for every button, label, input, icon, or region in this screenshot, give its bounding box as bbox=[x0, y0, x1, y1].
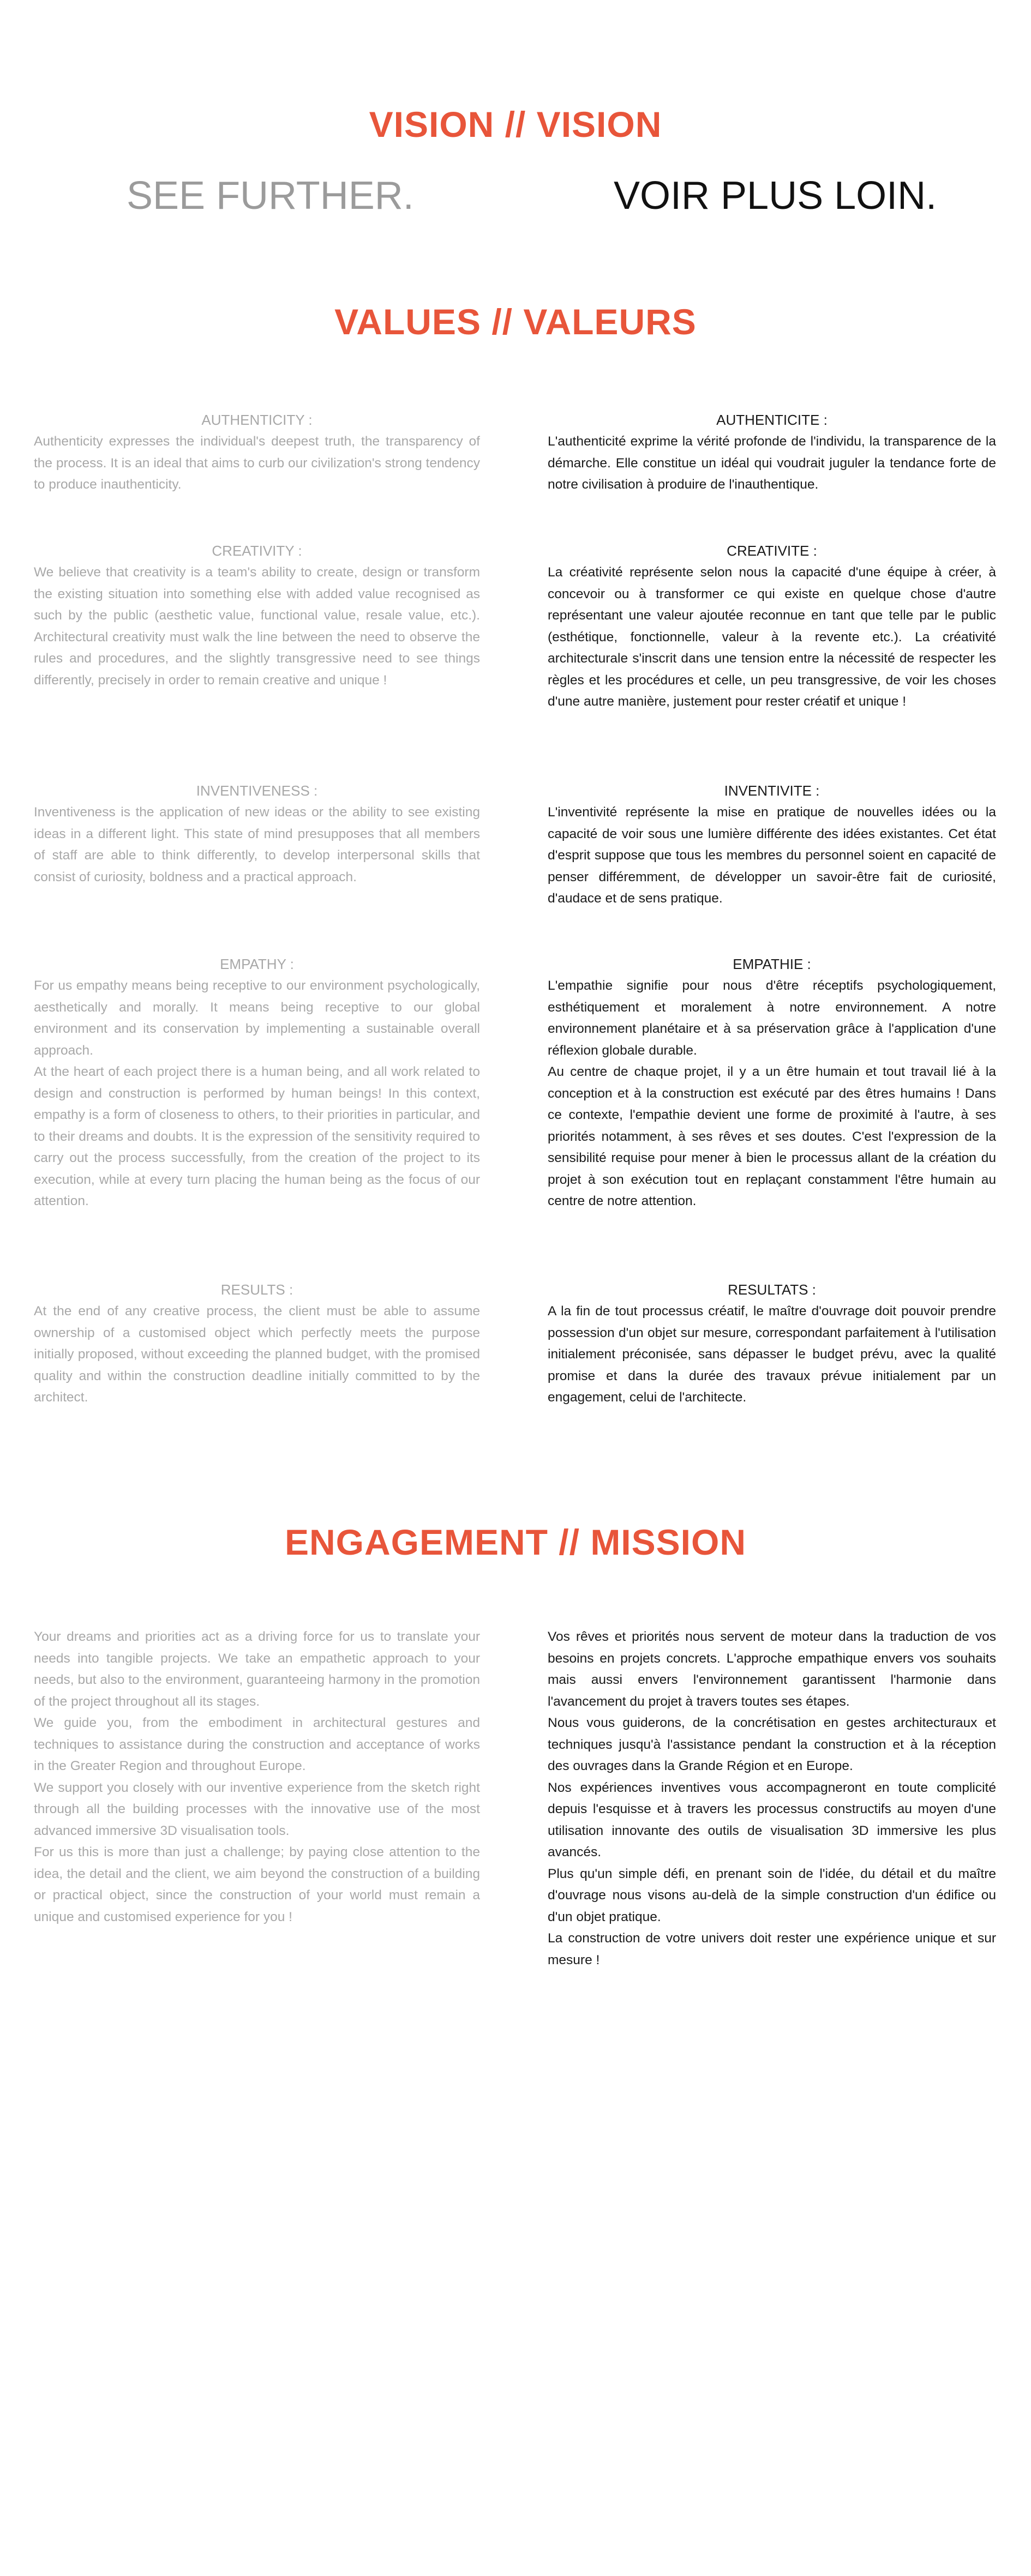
engagement-paragraph-fr: Vos rêves et priorités nous servent de moteur dans la traduction de vos besoins en projets concrets. L'approche empathique envers vos souhaits mais aussi envers l'environnement garantissent l'harmonie dans l'avancement du projet à travers toutes ses étapes. bbox=[548, 1629, 996, 1709]
empathy-section-fr bbox=[548, 953, 996, 1212]
authenticity-section-fr bbox=[548, 409, 996, 496]
empathy-text-en-1: For us empathy means being receptive to our environment psychologically, aesthetically and morally. It means being receptive to our global environment and its conservation by implementing a sustainable overall approach. bbox=[34, 978, 480, 1058]
inventiveness-section-fr bbox=[548, 780, 996, 910]
values-heading: VALUES // VALEURS bbox=[334, 302, 697, 342]
empathy-text-fr-1: L'empathie signifie pour nous d'être réceptifs psychologiquement, esthétiquement et moralement à notre environnement. A notre environnement planétaire et à sa préservation grâce à l'application d'une réflexion globale durable. bbox=[548, 978, 996, 1058]
inventiveness-text-en: Inventiveness is the application of new ideas or the ability to see existing ideas in a different light. This state of mind presupposes that all members of staff are able to think differently, to develop interpersonal skills that consist of curiosity, boldness and a practical approach. bbox=[34, 805, 480, 884]
vision-heading: VISION // VISION bbox=[369, 104, 662, 145]
authenticity-text-en: Authenticity expresses the individual's deepest truth, the transparency of the process. It is an ideal that aims to curb our civilization's strong tendency to produce inauthenticity. bbox=[34, 434, 480, 492]
engagement-paragraph-en: Your dreams and priorities act as a driving force for us to translate your needs into tangible projects. We take an empathetic approach to your needs, but also to the environment, guaranteeing harmony in the promotion of the project throughout all its stages. bbox=[34, 1629, 480, 1709]
engagement-paragraph-fr: Nos expériences inventives vous accompagneront en toute complicité depuis l'esquisse et à travers les processus constructifs au moyen d'une utilisation innovante des outils de visualisation 3D immersive les plus avancés. bbox=[548, 1780, 996, 1859]
engagement-paragraph-en: For us this is more than just a challenge; by paying close attention to the idea, the detail and the client, we aim beyond the construction of a building or practical object, since the construction of your world must remain a unique and customised experience for you ! bbox=[34, 1845, 480, 1924]
creativity-section-fr bbox=[548, 540, 996, 713]
results-text-en: At the end of any creative process, the client must be able to assume ownership of a customised object which perfectly meets the purpose initially proposed, without exceeding the planned budget, with the promised quality and within the construction deadline initially committed to by the architect. bbox=[34, 1304, 480, 1405]
engagement-paragraph-en: We support you closely with our inventive experience from the sketch right through all the building processes with the innovative use of the most advanced immersive 3D visualisation tools. bbox=[34, 1780, 480, 1838]
engagement-paragraph-fr: Nous vous guiderons, de la concrétisation en gestes architecturaux et techniques jusqu'à l'assistance pendant la construction et à la réception des ouvrages dans la Grande Région et en Europe. bbox=[548, 1716, 996, 1773]
results-text-fr: A la fin de tout processus créatif, le maître d'ouvrage doit pouvoir prendre possession d'un objet sur mesure, correspondant parfaitement à l'utilisation initialement préconisée, sans dépasser le budget prévu, avec la qualité promise et dans la durée des travaux prévue initialement par un engagement, celui de l'architecte. bbox=[548, 1304, 996, 1405]
authenticity-title-en: AUTHENTICITY : bbox=[201, 412, 313, 428]
tagline-french: VOIR PLUS LOIN. bbox=[614, 174, 937, 218]
empathy-section-en bbox=[34, 953, 480, 1212]
inventiveness-section-en bbox=[34, 780, 480, 888]
results-title-en: RESULTS : bbox=[220, 1281, 293, 1298]
empathy-text-en-2: At the heart of each project there is a human being, and all work related to design and construction is performed by human beings! In this context, empathy is a form of closeness to others, to their priorities in particular, and to their dreams and doubts. It is the expression of the sensitivity required to carry out the process successfully, from the creation of the project to its execution, while at every turn placing the human being as the focus of our attention. bbox=[34, 1064, 480, 1208]
results-section-fr bbox=[548, 1279, 996, 1409]
engagement-paragraph-fr: Plus qu'un simple défi, en prenant soin de l'idée, du détail et du maître d'ouvrage nous visons au-delà de la simple construction d'un édifice ou d'un objet pratique. bbox=[548, 1866, 996, 1924]
inventiveness-text-fr: L'inventivité représente la mise en pratique de nouvelles idées ou la capacité de voir sous une lumière différente des idées existantes. Cet état d'esprit suppose que tous les membres du personnel soient en capacité de penser différemment, de développer un savoir-être fait de curiosité, d'audace et de sens pratique. bbox=[548, 805, 996, 906]
empathy-title-en: EMPATHY : bbox=[220, 956, 294, 972]
empathy-title-fr: EMPATHIE : bbox=[733, 956, 811, 972]
authenticity-section-en bbox=[34, 409, 480, 496]
engagement-paragraph-fr: La construction de votre univers doit rester une expérience unique et sur mesure ! bbox=[548, 1931, 996, 1967]
inventiveness-title-en: INVENTIVENESS : bbox=[196, 783, 318, 799]
inventiveness-title-fr: INVENTIVITE : bbox=[724, 783, 820, 799]
engagement-text-fr bbox=[548, 1626, 996, 1971]
empathy-text-fr-2: Au centre de chaque projet, il y a un être humain et tout travail lié à la conception et à la construction est exécuté par des êtres humains ! Dans ce contexte, l'empathie devient une forme de proximité à l'autre, à ses priorités notamment, à ses rêves et ses doutes. C'est l'expression de la sensibilité requise pour mener à bien le processus allant de la création du projet à son exécution tout en replaçant constamment l'être humain au centre de notre attention. bbox=[548, 1064, 996, 1208]
creativity-title-fr: CREATIVITE : bbox=[727, 543, 817, 559]
creativity-text-fr: La créativité représente selon nous la capacité d'une équipe à créer, à concevoir ou à transformer ce qui existe en quelque chose d'autre représentant une valeur ajoutée reconnue en tant que telle par le public (esthétique, fonctionnelle, valeur à la revente etc.). La créativité architecturale s'inscrit dans une tension entre la nécessité de respecter les règles et les procédures et celle, un peu transgressive, de voir les choses d'une autre manière, justement pour rester créatif et unique ! bbox=[548, 565, 996, 709]
engagement-text-en bbox=[34, 1626, 480, 1928]
engagement-paragraph-en: We guide you, from the embodiment in architectural gestures and techniques to assistance during the construction and acceptance of works in the Greater Region and throughout Europe. bbox=[34, 1716, 480, 1773]
creativity-text-en: We believe that creativity is a team's ability to create, design or transform the existing situation into something else with added value recognised as such by the public (aesthetic value, functional value, resale value, etc.). Architectural creativity must walk the line between the need to observe the rules and procedures, and the slightly transgressive need to see things differently, precisely in order to remain creative and unique ! bbox=[34, 565, 480, 688]
results-section-en bbox=[34, 1279, 480, 1409]
tagline-english: SEE FURTHER. bbox=[127, 174, 414, 218]
results-title-fr: RESULTATS : bbox=[728, 1281, 816, 1298]
authenticity-text-fr: L'authenticité exprime la vérité profonde de l'individu, la transparence de la démarche. Elle constitue un idéal qui voudrait juguler la tendance forte de notre civilisation à produire de l'inauthentique. bbox=[548, 434, 996, 492]
authenticity-title-fr: AUTHENTICITE : bbox=[716, 412, 828, 428]
engagement-heading: ENGAGEMENT // MISSION bbox=[284, 1522, 747, 1562]
creativity-section-en bbox=[34, 540, 480, 691]
creativity-title-en: CREATIVITY : bbox=[212, 543, 302, 559]
